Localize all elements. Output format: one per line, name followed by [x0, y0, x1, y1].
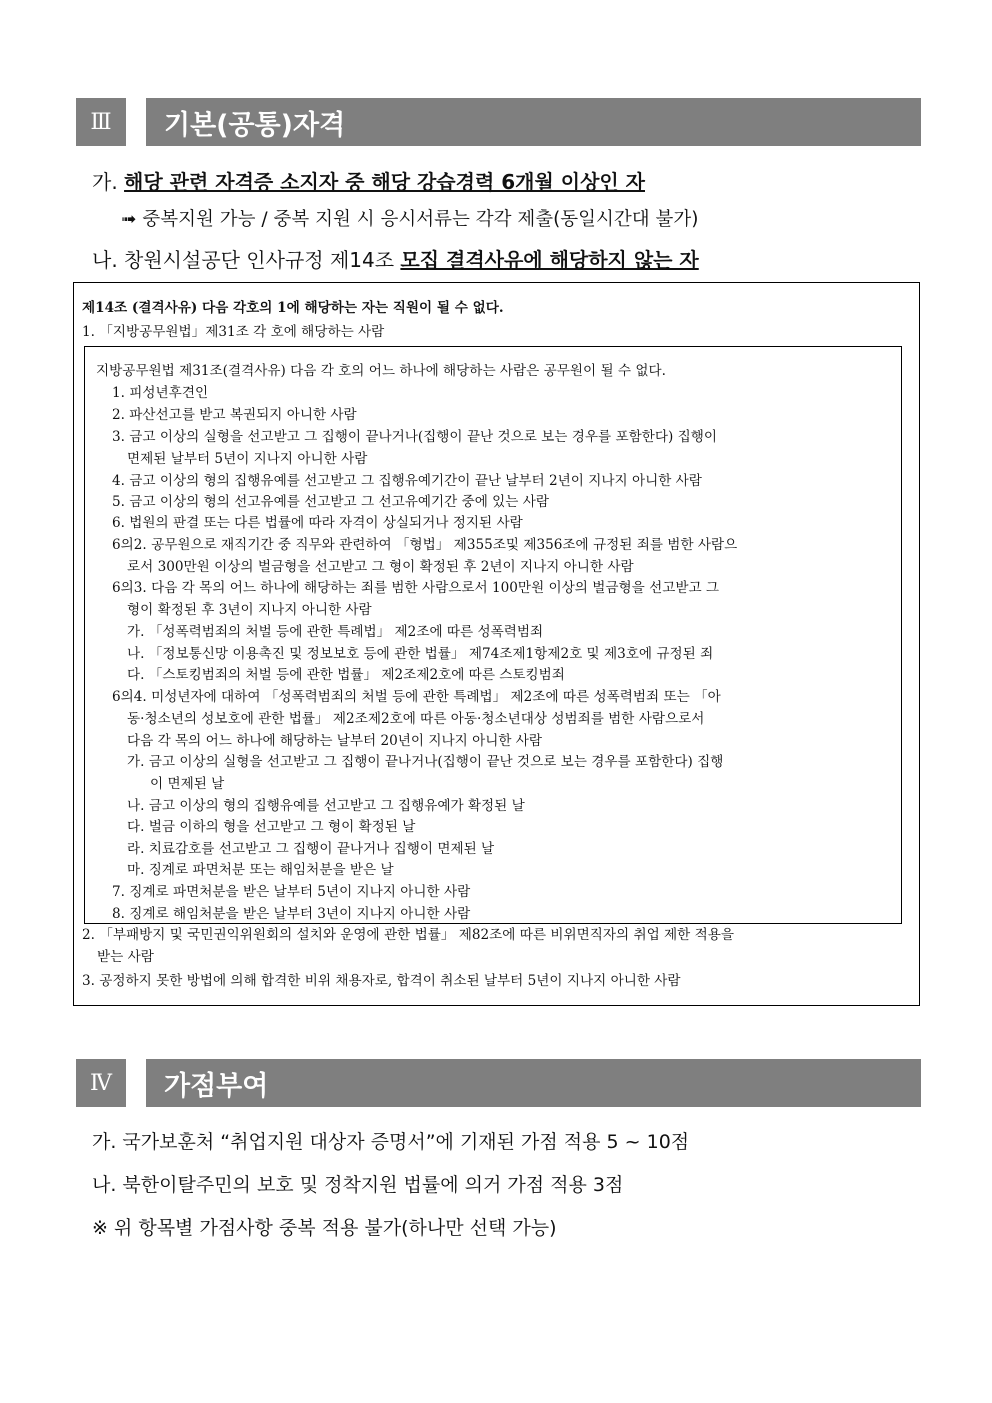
- section-header-4: [76, 1059, 921, 1107]
- law-excerpt-line: 6의3. 다음 각 목의 어느 하나에 해당하는 죄를 범한 사람으로서 100만원 이상의 벌금형을 선고받고 그: [112, 580, 720, 596]
- qualification-na-prefix: 나. 창원시설공단 인사규정 제14조: [92, 248, 401, 272]
- regulation-item-2-cont: 받는 사람: [97, 949, 154, 965]
- law-excerpt-line: 2. 파산선고를 받고 복권되지 아니한 사람: [112, 407, 357, 423]
- law-excerpt-line: 다. 「스토킹범죄의 처벌 등에 관한 법률」 제2조제2호에 따른 스토킹범죄: [127, 667, 565, 683]
- law-excerpt-line: 1. 피성년후견인: [112, 385, 209, 401]
- law-excerpt-line: 라. 치료감호를 선고받고 그 집행이 끝나거나 집행이 면제된 날: [127, 841, 495, 857]
- regulation-item-1: 1. 「지방공무원법」제31조 각 호에 해당하는 사람: [82, 324, 385, 340]
- law-excerpt-line: 동·청소년의 성보호에 관한 법률」 제2조제2호에 따른 아동·청소년대상 성범죄를 범한 사람으로서: [127, 711, 705, 727]
- law-excerpt-line: 마. 징계로 파면처분 또는 해임처분을 받은 날: [127, 862, 394, 878]
- law-excerpt-line: 로서 300만원 이상의 벌금형을 선고받고 그 형이 확정된 후 2년이 지나지 아니한 사람: [127, 559, 634, 575]
- law-excerpt-line: 3. 금고 이상의 실형을 선고받고 그 집행이 끝나거나(집행이 끝난 것으로 보는 경우를 포함한다) 집행이: [112, 429, 718, 445]
- section-title: 기본(공통)자격: [146, 98, 921, 146]
- regulation-item-2: 2. 「부패방지 및 국민권익위원회의 설치와 운영에 관한 법률」 제82조에 따른 비위면직자의 취업 제한 적용을: [82, 927, 735, 943]
- qualification-ga-text: 해당 관련 자격증 소지자 중 해당 강습경력 6개월 이상인 자: [124, 170, 645, 194]
- law-excerpt-line: 이 면제된 날: [150, 776, 225, 792]
- bonus-ga: 가. 국가보훈처 “취업지원 대상자 증명서”에 기재된 가점 적용 5 ~ 10점: [92, 1131, 690, 1153]
- law-excerpt-line: 4. 금고 이상의 형의 집행유예를 선고받고 그 집행유예기간이 끝난 날부터 2년이 지나지 아니한 사람: [112, 473, 702, 489]
- section-header-3: [76, 98, 921, 146]
- qualification-ga: [92, 166, 645, 195]
- law-excerpt-line: 6의4. 미성년자에 대하여 「성폭력범죄의 처벌 등에 관한 특례법」 제2조에 따른 성폭력범죄 또는 「아: [112, 689, 721, 705]
- law-excerpt-line: 면제된 날부터 5년이 지나지 아니한 사람: [127, 451, 368, 467]
- law-excerpt-line: 다음 각 목의 어느 하나에 해당하는 날부터 20년이 지나지 아니한 사람: [127, 733, 543, 749]
- law-excerpt-line: 가. 「성폭력범죄의 처벌 등에 관한 특례법」 제2조에 따른 성폭력범죄: [127, 624, 544, 640]
- law-excerpt-line: 6의2. 공무원으로 재직기간 중 직무와 관련하여 「형법」 제355조및 제356조에 규정된 죄를 범한 사람으: [112, 537, 738, 553]
- qualification-na: [92, 244, 699, 273]
- bonus-na: 나. 북한이탈주민의 보호 및 정착지원 법률에 의거 가점 적용 3점: [92, 1174, 624, 1196]
- section-number: Ⅳ: [76, 1059, 126, 1107]
- regulation-heading: 제14조 (결격사유) 다음 각호의 1에 해당하는 자는 직원이 될 수 없다.: [82, 300, 504, 316]
- section-title: 가점부여: [146, 1059, 921, 1107]
- law-excerpt-line: 나. 「정보통신망 이용촉진 및 정보보호 등에 관한 법률」 제74조제1항제2호 및 제3호에 규정된 죄: [127, 646, 714, 662]
- section-number: Ⅲ: [76, 98, 126, 146]
- law-excerpt-line: 지방공무원법 제31조(결격사유) 다음 각 호의 어느 하나에 해당하는 사람은 공무원이 될 수 없다.: [96, 363, 666, 379]
- law-excerpt-line: 가. 금고 이상의 실형을 선고받고 그 집행이 끝나거나(집행이 끝난 것으로 보는 경우를 포함한다) 집행: [127, 754, 724, 770]
- bonus-note: ※ 위 항목별 가점사항 중복 적용 불가(하나만 선택 가능): [92, 1217, 557, 1239]
- qualification-ga-prefix: 가.: [92, 170, 125, 194]
- law-excerpt-line: 다. 벌금 이하의 형을 선고받고 그 형이 확정된 날: [127, 819, 416, 835]
- law-excerpt-line: 8. 징계로 해임처분을 받은 날부터 3년이 지나지 아니한 사람: [112, 906, 471, 922]
- law-excerpt-line: 7. 징계로 파면처분을 받은 날부터 5년이 지나지 아니한 사람: [112, 884, 471, 900]
- duplicate-application-note: ➟ 중복지원 가능 / 중복 지원 시 응시서류는 각각 제출(동일시간대 불가): [121, 209, 699, 230]
- law-excerpt-line: 6. 법원의 판결 또는 다른 법률에 따라 자격이 상실되거나 정지된 사람: [112, 515, 523, 531]
- law-excerpt-line: 나. 금고 이상의 형의 집행유예를 선고받고 그 집행유예가 확정된 날: [127, 798, 525, 814]
- qualification-na-text: 모집 결격사유에 해당하지 않는 자: [400, 248, 699, 272]
- law-excerpt-line: 형이 확정된 후 3년이 지나지 아니한 사람: [127, 602, 372, 618]
- regulation-item-3: 3. 공정하지 못한 방법에 의해 합격한 비위 채용자로, 합격이 취소된 날부터 5년이 지나지 아니한 사람: [82, 973, 681, 989]
- law-excerpt-line: 5. 금고 이상의 형의 선고유예를 선고받고 그 선고유예기간 중에 있는 사람: [112, 494, 549, 510]
